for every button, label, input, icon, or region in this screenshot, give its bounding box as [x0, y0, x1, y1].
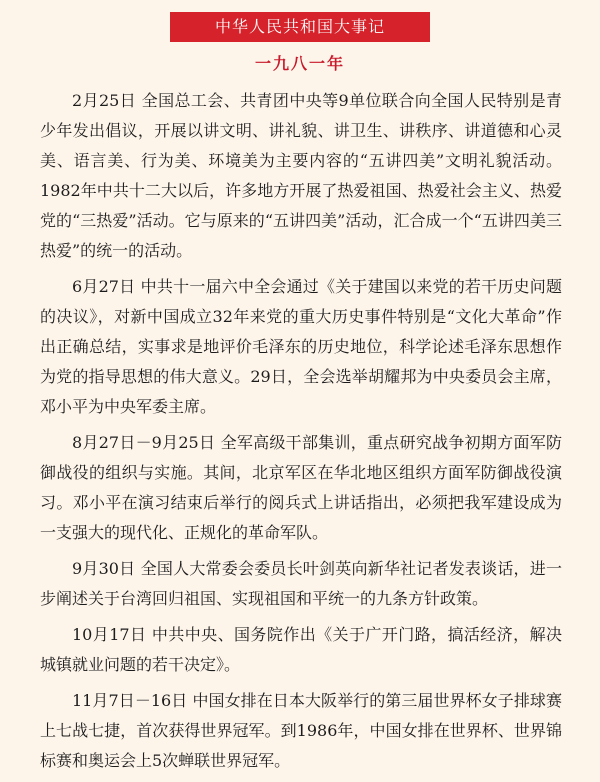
event-entry: 10月17日 中共中央、国务院作出《关于广开门路，搞活经济，解决城镇就业问题的若干决定》。 [40, 625, 562, 674]
page-banner-title: 中华人民共和国大事记 [170, 12, 430, 42]
event-entry: 11月7日－16日 中国女排在日本大阪举行的第三届世界杯女子排球赛上七战七捷，首次获得世界冠军。到1986年，中国女排在世界杯、世界锦标赛和奥运会上5次蝉联世界冠军。 [40, 691, 562, 770]
event-entry: 8月27日－9月25日 全军高级干部集训，重点研究战争初期方面军防御战役的组织与实施。其间，北京军区在华北地区组织方面军防御战役演习。邓小平在演习结束后举行的阅兵式上讲话指出，必须把我军建设成为一支强大的现代化、正规化的革命军队。 [40, 433, 562, 542]
event-entry: 6月27日 中共十一届六中全会通过《关于建国以来党的若干历史问题的决议》，对新中国成立32年来党的重大历史事件特别是“文化大革命”作出正确总结，实事求是地评价毛泽东的历史地位，科学论述毛泽东思想作为党的指导思想的伟大意义。29日，全会选举胡耀邦为中央委员会主席，邓小平为中央军委主席。 [40, 277, 562, 416]
event-entry: 9月30日 全国人大常委会委员长叶剑英向新华社记者发表谈话，进一步阐述关于台湾回归祖国、实现祖国和平统一的九条方针政策。 [40, 559, 562, 608]
year-heading: 一九八一年 [254, 54, 345, 73]
event-list [40, 86, 562, 782]
event-entry: 2月25日 全国总工会、共青团中央等9单位联合向全国人民特别是青少年发出倡议，开展以讲文明、讲礼貌、讲卫生、讲秩序、讲道德和心灵美、语言美、行为美、环境美为主要内容的“五讲四美”文明礼貌活动。1982年中共十二大以后，许多地方开展了热爱祖国、热爱社会主义、热爱党的“三热爱”活动。它与原来的“五讲四美”活动，汇合成一个“五讲四美三热爱”的统一的活动。 [40, 91, 562, 260]
